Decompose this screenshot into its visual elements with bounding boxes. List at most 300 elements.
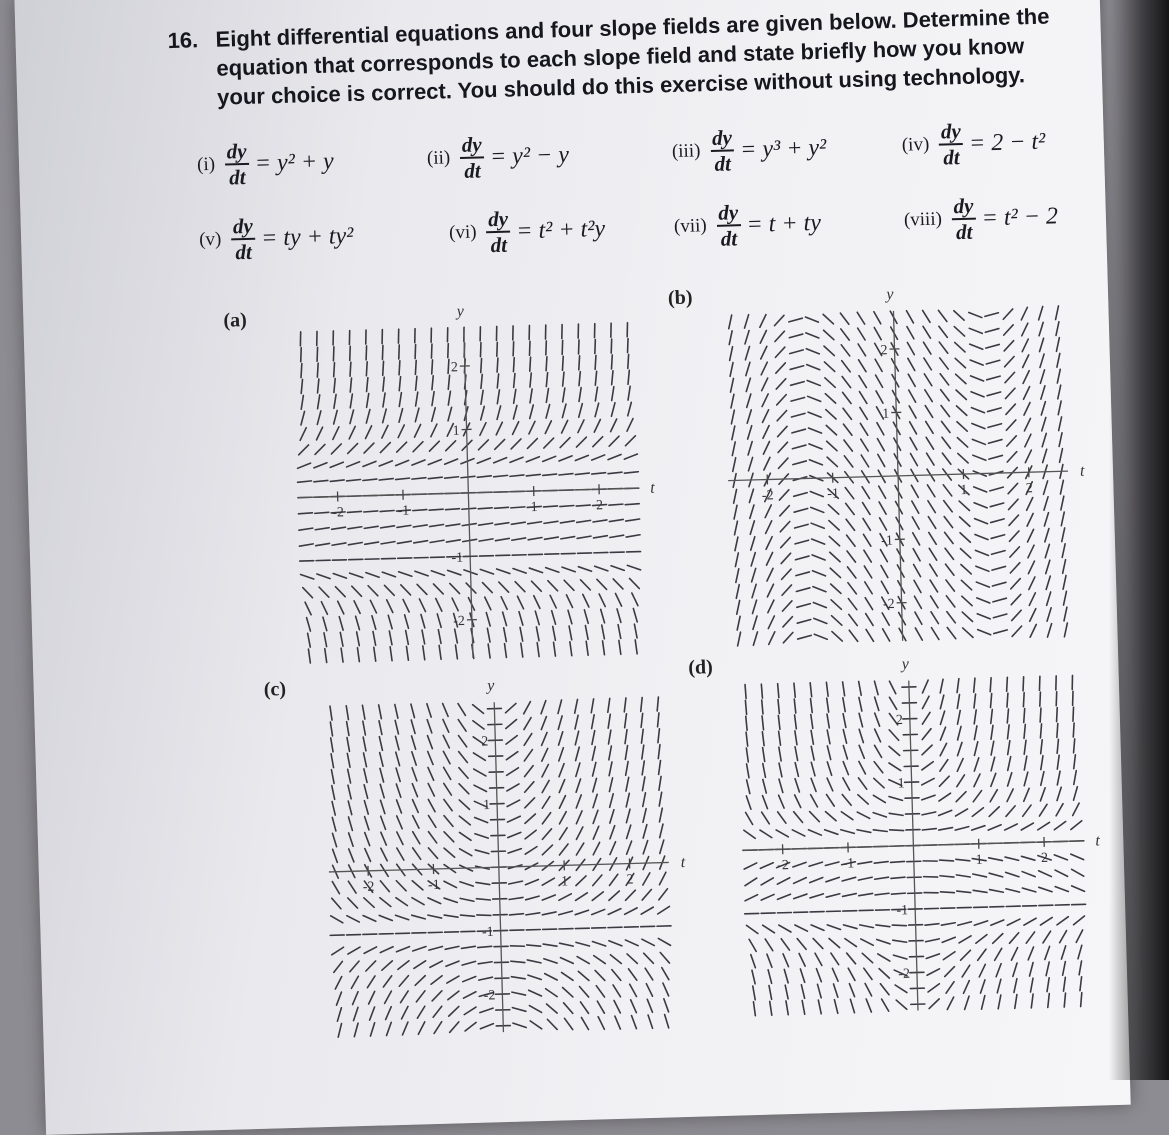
slope-segment (827, 730, 830, 744)
slope-segment (317, 395, 320, 409)
slope-segment (939, 776, 949, 786)
slope-segment (527, 945, 541, 947)
slope-segment (826, 794, 834, 806)
slope-segment (659, 889, 668, 900)
slope-segment (748, 457, 753, 470)
slope-segment (398, 961, 410, 970)
slope-segment (298, 445, 308, 455)
slope-segment (581, 580, 591, 591)
slope-segment (478, 962, 492, 964)
slope-segment (479, 539, 493, 541)
slope-segment (956, 792, 966, 802)
slope-segment (730, 363, 734, 377)
slope-segment (975, 518, 988, 524)
slope-segment (992, 934, 1003, 944)
slope-segment (993, 598, 1007, 602)
slope-segment (579, 388, 582, 402)
slope-segment (1059, 931, 1067, 943)
slope-segment (608, 454, 621, 459)
slope-segment (459, 800, 469, 810)
slope-segment (922, 745, 933, 755)
slope-segment (352, 586, 362, 597)
slope-segment (808, 396, 821, 402)
slope-segment (478, 946, 492, 947)
slope-segment (300, 348, 301, 362)
problem-statement (175, 1, 1077, 113)
slope-segment (449, 1022, 459, 1033)
slope-segment (816, 969, 821, 982)
slope-segment (845, 487, 853, 499)
slope-segment (797, 938, 806, 949)
slope-segment (421, 614, 425, 628)
slope-segment (1071, 854, 1084, 860)
slope-segment (1040, 917, 1052, 925)
slope-segment (517, 596, 523, 609)
slope-segment (333, 849, 338, 862)
slope-segment (663, 983, 669, 996)
slope-segment (875, 697, 879, 711)
slope-segment (610, 954, 621, 963)
slope-segment (973, 890, 987, 893)
slope-segment (810, 877, 823, 882)
slope-segment (827, 441, 837, 451)
slope-segment (1061, 946, 1066, 959)
slope-segment (603, 641, 605, 655)
slope-segment (789, 318, 803, 322)
slope-segment (1006, 404, 1016, 414)
slope-segment (945, 532, 953, 544)
slope-segment (813, 586, 826, 592)
slope-segment (849, 984, 854, 997)
slope-segment (398, 345, 399, 359)
slope-segment (939, 793, 951, 801)
slope-segment (928, 501, 935, 513)
y-tick-label: 2 (880, 343, 887, 358)
slope-segment (1040, 708, 1042, 722)
slope-segment (542, 796, 550, 808)
slope-segment (763, 426, 770, 439)
slope-segment (998, 995, 1001, 1009)
slope-segment (334, 379, 336, 393)
slope-segment (559, 796, 566, 809)
slope-segment (976, 566, 989, 572)
slope-segment (1076, 930, 1083, 942)
slope-segment (986, 360, 1000, 364)
y-tick-label: -2 (898, 967, 910, 982)
slope-segment (331, 444, 341, 454)
slope-segment (479, 523, 493, 525)
slope-segment (431, 344, 432, 358)
slope-segment (317, 411, 321, 425)
slope-segment (474, 769, 486, 777)
slope-segment (813, 602, 826, 608)
slope-segment (942, 453, 950, 465)
slope-segment (922, 680, 928, 693)
slope-segment (414, 961, 426, 969)
slope-segment (1058, 417, 1062, 431)
slope-segment (474, 785, 486, 792)
slope-segment (497, 358, 499, 372)
slope-segment (806, 348, 819, 354)
slope-segment (846, 503, 854, 515)
slope-segment (785, 985, 788, 999)
slope-segment (630, 578, 640, 589)
slope-segment (459, 751, 468, 762)
slope-segment (497, 374, 499, 388)
slope-segment (877, 939, 890, 944)
slope-segment (382, 345, 383, 359)
slope-segment (607, 698, 610, 712)
denominator: dt (229, 165, 246, 189)
slope-segment (1046, 962, 1050, 976)
slope-segment (943, 952, 955, 960)
slope-segment (1071, 821, 1082, 830)
slope-segment (1040, 386, 1045, 399)
slope-segment (823, 314, 833, 324)
slope-segment (875, 745, 882, 757)
slope-segment (849, 630, 857, 642)
slope-segment (512, 538, 526, 540)
slope-segment (594, 324, 595, 338)
slope-segment (1073, 739, 1075, 753)
slope-segment (308, 633, 311, 647)
slope-field-d-svg (739, 676, 1088, 1015)
slope-segment (592, 909, 605, 914)
slope-segment (728, 315, 732, 329)
slope-segment (843, 745, 847, 759)
problem-number: 16. (167, 25, 198, 55)
slope-segment (1021, 323, 1028, 336)
slope-segment (512, 422, 519, 435)
slope-segment (646, 984, 652, 997)
equation-rhs: = t + ty (746, 209, 821, 238)
slope-segment (299, 544, 313, 546)
slope-segment (480, 359, 482, 373)
slope-segment (1010, 563, 1020, 573)
slope-segment (830, 568, 840, 578)
slope-segment (1024, 772, 1028, 786)
slope-segment (562, 567, 575, 572)
slope-segment (482, 582, 492, 593)
slope-segment (922, 729, 931, 740)
t-tick-label: 1 (530, 500, 537, 515)
slope-segment (782, 601, 792, 611)
slope-segment (625, 504, 639, 505)
y-tick-label: 1 (882, 407, 889, 422)
slope-segment (874, 327, 881, 340)
slope-segment (1028, 947, 1034, 960)
slope-segment (1056, 708, 1057, 722)
slope-segment (1021, 823, 1034, 830)
slope-segment (611, 355, 613, 369)
slope-segment (1029, 963, 1033, 977)
slope-segment (577, 520, 591, 522)
slope-segment (333, 961, 342, 972)
slope-segment (790, 366, 804, 370)
slope-segment (608, 472, 622, 473)
slope-segment (428, 460, 441, 465)
slope-segment (559, 764, 565, 777)
slope-segment (1061, 496, 1065, 510)
slope-segment (841, 329, 849, 341)
slope-segment (597, 1001, 604, 1013)
slope-segment (947, 627, 955, 639)
slope-segment (380, 768, 384, 782)
slope-segment (1022, 805, 1031, 816)
slope-segment (730, 378, 734, 392)
slope-segment (1007, 741, 1010, 755)
slope-segment (729, 347, 733, 361)
equation-label: (ii) (427, 147, 451, 170)
slope-segment (584, 610, 588, 624)
numerator: dy (716, 200, 741, 227)
slope-segment (746, 394, 751, 407)
slope-segment (591, 715, 594, 729)
slope-segment (460, 898, 474, 902)
slope-segment (444, 815, 453, 826)
slope-segment (411, 720, 415, 734)
slope-segment (981, 996, 985, 1010)
slope-segment (443, 703, 448, 716)
derivative (231, 214, 256, 265)
slope-segment (513, 405, 517, 419)
slope-segment (923, 860, 937, 861)
slope-segment (939, 342, 947, 354)
slope-segment (882, 999, 889, 1011)
slope-segment (382, 425, 389, 438)
slope-segment (380, 752, 383, 766)
slope-segment (428, 915, 442, 919)
slope-segment (333, 833, 337, 847)
slope-segment (978, 629, 991, 635)
slope-segment (924, 358, 931, 370)
slope-segment (444, 848, 455, 858)
slope-segment (413, 525, 427, 527)
slope-segment (1023, 788, 1029, 801)
slope-segment (348, 769, 351, 783)
y-tick-label: -1 (482, 925, 494, 940)
slope-segment (778, 684, 779, 698)
slope-segment (808, 829, 821, 835)
t-tick-label: -2 (777, 858, 789, 873)
slope-segment (428, 897, 441, 903)
slope-segment (973, 455, 986, 461)
slope-segment (626, 841, 632, 854)
slope-segment (397, 525, 411, 527)
slope-segment (414, 541, 428, 543)
slope-segment (972, 423, 985, 429)
slope-segment (349, 426, 356, 439)
slope-segment (300, 332, 301, 346)
slope-segment (448, 570, 461, 575)
slope-segment (762, 716, 763, 730)
slope-segment (848, 598, 856, 610)
slope-segment (827, 714, 829, 728)
slope-segment (926, 437, 933, 449)
slope-segment (413, 832, 420, 844)
slope-segment (444, 915, 458, 918)
slope-segment (797, 620, 811, 624)
slope-segment (364, 526, 378, 528)
slope-segment (634, 624, 637, 638)
slope-field-c (324, 697, 673, 1036)
slope-segment (1007, 693, 1009, 707)
slope-segment (593, 810, 598, 823)
slope-segment (972, 808, 984, 817)
slope-segment (626, 535, 640, 537)
slope-segment (744, 830, 755, 839)
y-tick-label: 1 (897, 776, 904, 791)
slope-segment (745, 700, 746, 714)
equation-label: (v) (199, 229, 222, 252)
slope-segment (922, 829, 936, 830)
slope-segment (417, 584, 427, 595)
slope-segment (509, 881, 523, 884)
slope-segment (956, 390, 966, 400)
slope-segment (401, 585, 411, 596)
slope-segment (576, 505, 590, 506)
slope-segment (382, 572, 395, 577)
slope-segment (811, 925, 824, 931)
slope-segment (546, 389, 549, 403)
slope-segment (319, 587, 329, 598)
slope-segment (910, 422, 917, 435)
slope-segment (332, 881, 339, 893)
slope-segment (546, 405, 550, 419)
slope-segment (923, 310, 930, 322)
slope-segment (831, 600, 841, 610)
slope-segment (396, 768, 400, 782)
slope-segment (446, 540, 460, 542)
t-tick-label: 2 (596, 498, 603, 513)
slope-segment (753, 986, 755, 1000)
slope-segment (364, 511, 378, 512)
slope-segment (566, 595, 572, 608)
paper-sheet (14, 0, 1130, 1135)
slope-segment (794, 811, 803, 822)
slope-segment (767, 568, 774, 581)
slope-segment (1005, 857, 1019, 861)
slope-segment (548, 580, 558, 591)
slope-segment (1039, 338, 1044, 351)
slope-segment (473, 753, 485, 761)
slope-segment (841, 811, 853, 820)
y-axis-label: y (884, 286, 894, 303)
slope-segment (975, 534, 988, 540)
slope-segment (579, 986, 588, 997)
slope-segment (747, 925, 758, 934)
slope-segment (413, 510, 427, 511)
slope-segment (1011, 948, 1018, 961)
slope-segment (525, 830, 537, 839)
slope-segment (761, 894, 774, 900)
slope-segment (396, 784, 400, 797)
slope-segment (850, 999, 854, 1013)
slope-segment (940, 760, 949, 772)
slope-segment (317, 363, 319, 377)
slope-segment (878, 954, 890, 962)
slope-segment (575, 455, 588, 460)
slope-segment (542, 878, 554, 885)
slope-segment (503, 612, 507, 626)
slope-segment (1072, 886, 1085, 892)
slope-segment (779, 747, 781, 761)
slope-segment (928, 984, 940, 992)
t-axis-label: t (650, 480, 655, 497)
slope-segment (1080, 993, 1082, 1007)
slope-segment (576, 811, 582, 824)
slope-segment (542, 912, 556, 915)
slope-segment (922, 712, 930, 724)
slope-segment (862, 487, 869, 499)
slope-segment (443, 735, 449, 748)
slope-segment (941, 923, 955, 925)
slope-segment (595, 970, 605, 981)
slope-segment (774, 315, 784, 325)
slope-segment (865, 598, 872, 610)
slope-segment (843, 761, 848, 774)
slope-segment (1059, 433, 1063, 447)
slope-segment (990, 694, 992, 708)
slope-segment (845, 938, 857, 947)
slope-segment (658, 761, 661, 775)
slope-segment (445, 477, 459, 478)
slope-segment (969, 328, 982, 334)
slope-segment (475, 817, 488, 823)
slope-segment (907, 311, 914, 324)
slope-segment (960, 950, 970, 960)
slope-segment (592, 762, 596, 776)
slope-segment (348, 785, 351, 799)
slope-segment (812, 570, 825, 576)
slope-segment (737, 616, 741, 630)
slope-segment (447, 328, 448, 342)
slope-segment (1057, 917, 1069, 925)
slope-segment (889, 681, 895, 694)
slope-segment (438, 630, 441, 644)
slope-segment (790, 350, 804, 354)
slope-segment (433, 584, 443, 595)
slope-segment (1057, 385, 1061, 399)
slope-segment (777, 426, 787, 436)
slope-segment (624, 908, 637, 914)
slope-segment (737, 632, 741, 646)
slope-segment (512, 1007, 526, 1011)
slope-segment (609, 504, 623, 505)
slope-segment (528, 537, 542, 539)
slope-segment (618, 625, 621, 639)
slope-segment (1072, 675, 1073, 689)
slope-segment (333, 573, 346, 578)
slope-segment (530, 1021, 542, 1030)
slope-segment (797, 604, 811, 608)
slope-segment (366, 362, 368, 376)
slope-segment (659, 808, 663, 822)
slope-segment (1007, 773, 1012, 786)
derivative (224, 139, 249, 190)
slope-segment (1006, 872, 1019, 877)
slope-segment (413, 947, 427, 951)
slope-segment (908, 358, 915, 371)
slope-segment (975, 550, 988, 556)
slope-segment (333, 410, 337, 424)
slope-segment (1056, 723, 1058, 737)
slope-segment (812, 555, 825, 561)
slope-segment (632, 1015, 637, 1028)
slope-segment (478, 440, 488, 450)
equation-vi (448, 199, 606, 263)
slope-segment (444, 459, 457, 464)
